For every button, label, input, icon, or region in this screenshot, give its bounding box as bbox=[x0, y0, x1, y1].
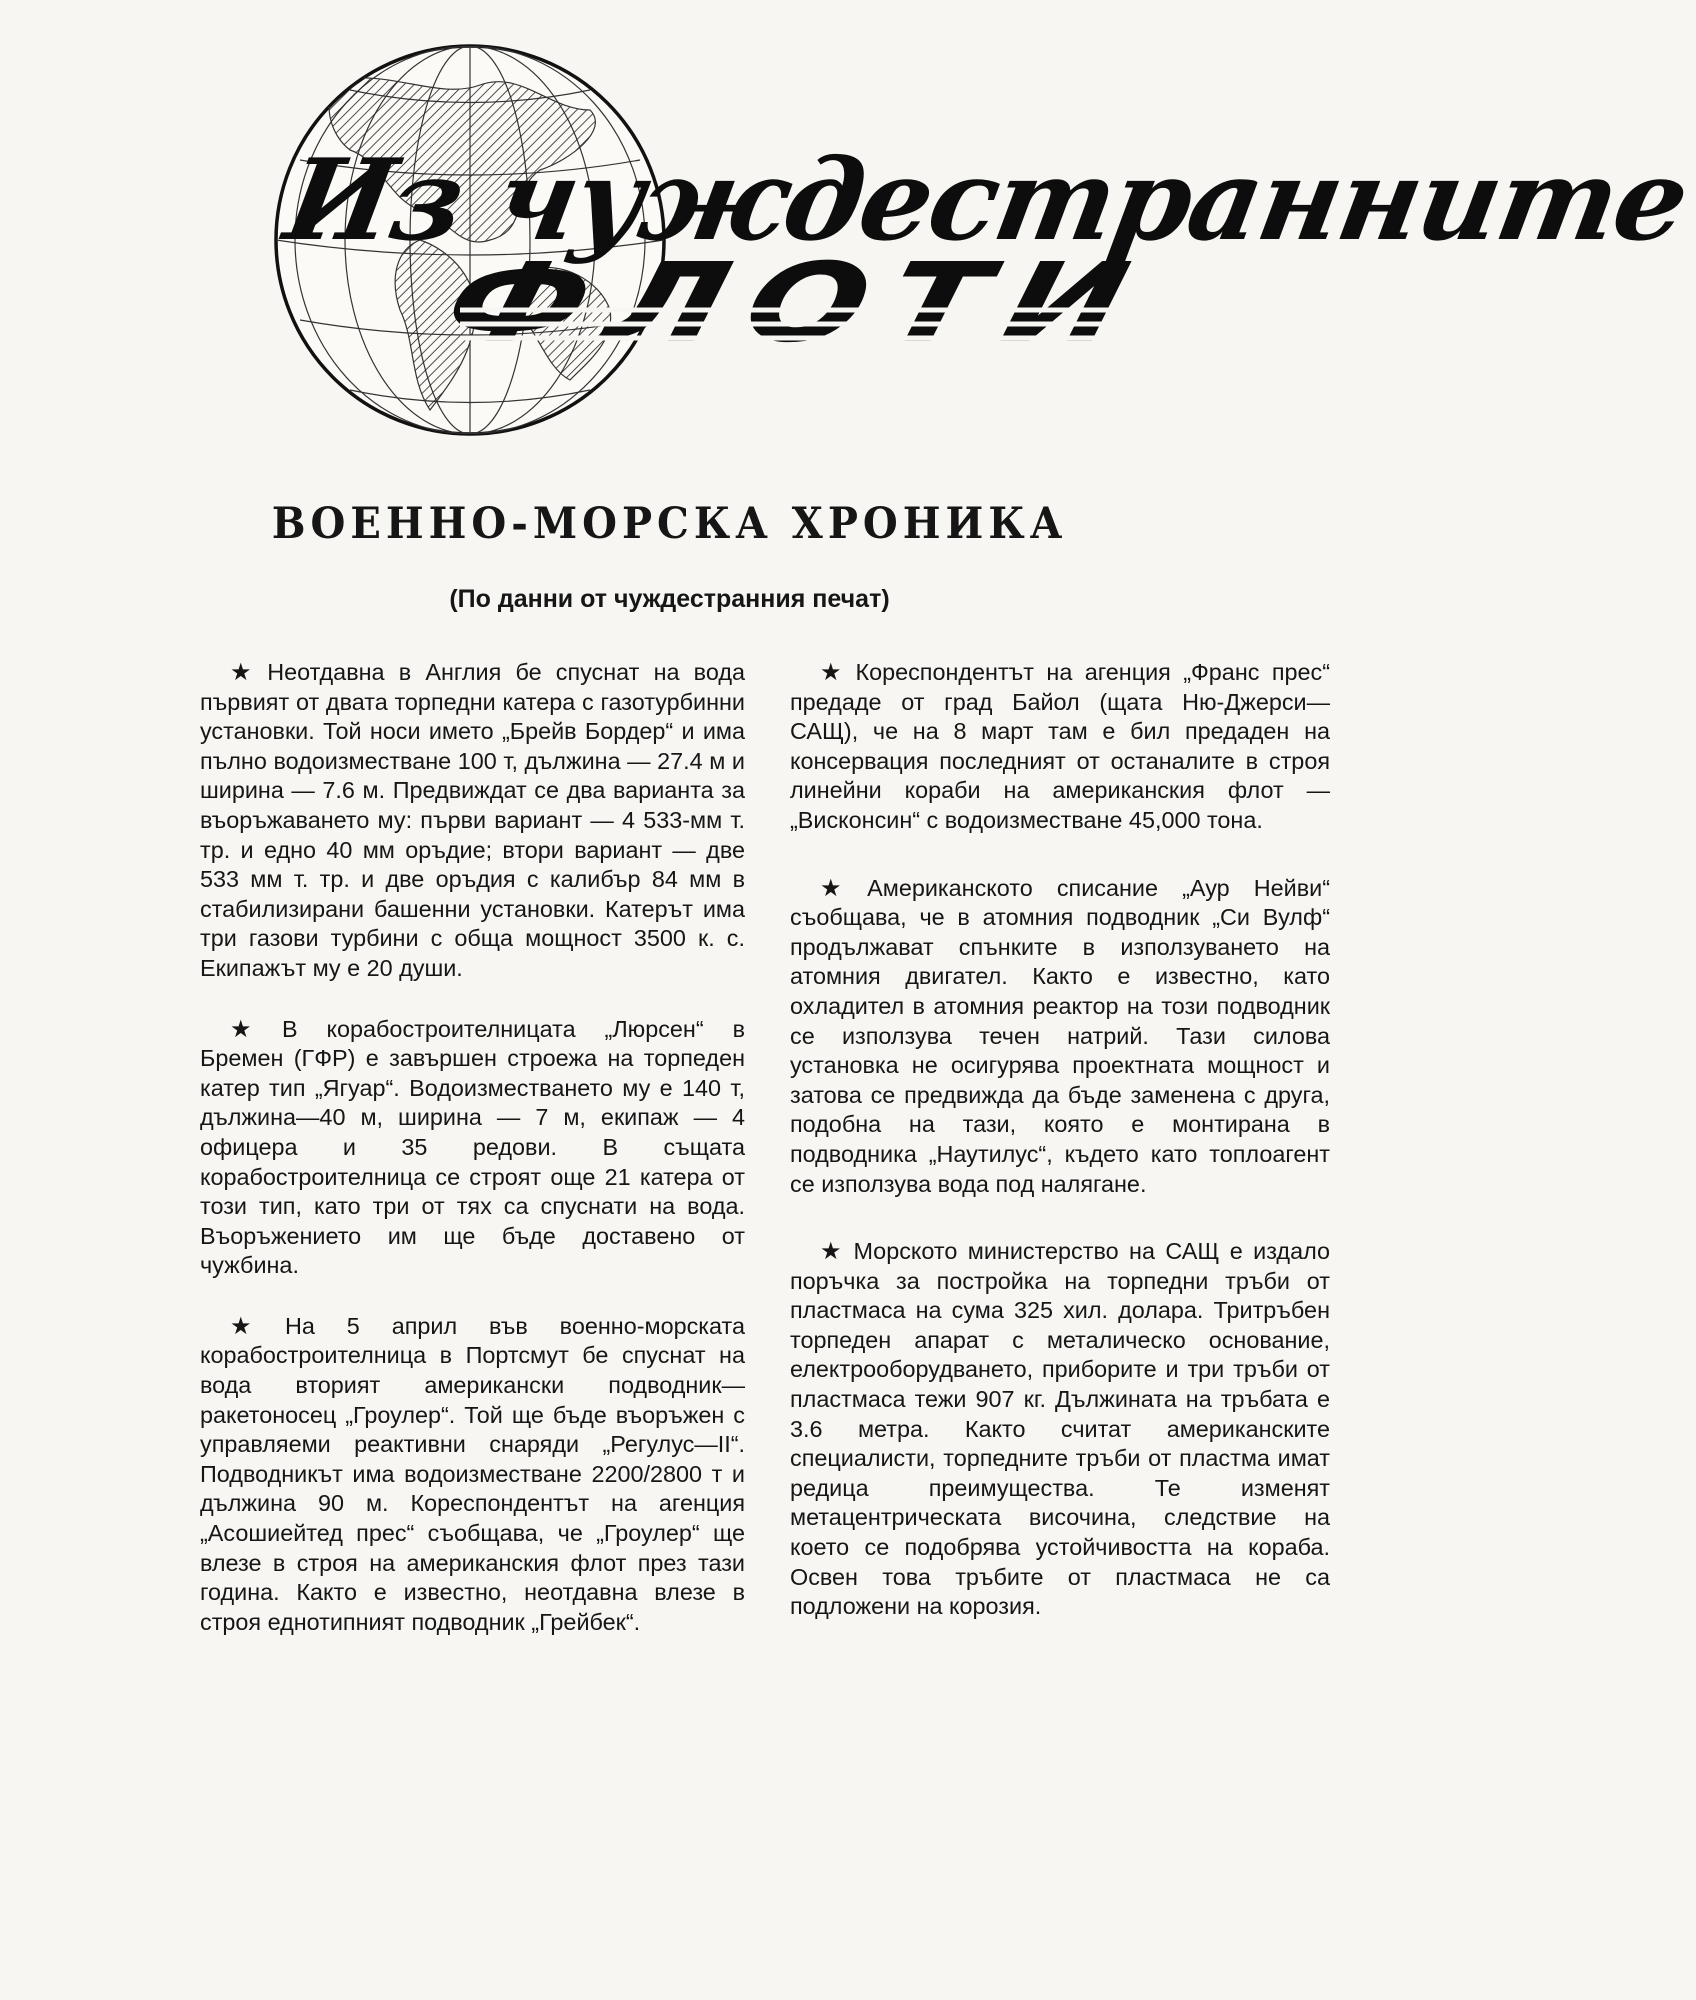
masthead bbox=[270, 40, 1696, 440]
article bbox=[200, 1015, 745, 1281]
section-subheading: (По данни от чуждестранния печат) bbox=[449, 585, 890, 613]
masthead-title-line1: Из чуждестранните bbox=[276, 135, 1696, 266]
section-heading: ВОЕННО-МОРСКА ХРОНИКА bbox=[271, 498, 1068, 549]
star-icon: ★ bbox=[820, 659, 848, 686]
star-icon: ★ bbox=[230, 1015, 274, 1043]
star-icon: ★ bbox=[230, 659, 260, 686]
article bbox=[790, 658, 1330, 836]
star-icon: ★ bbox=[230, 1312, 277, 1340]
article-text: Американското списание „Аур Нейви“ съобщава, че в атомния подводник „Си Вулф“ продължават спънките в използуването на атомния двигател. Както е известно, като охладител в атомния реактор на този подводник се използува течен натрий. Тази силова установка не осигурява проектната мощност и затова се предвижда да бъде заменена с друга, подобна на тази, която е монтирана в подводника „Наутилус“, където като топлоагент се използува вода под налягане. bbox=[790, 874, 1331, 1197]
article-text: Кореспондентът на агенция „Франс прес“ предаде от град Байол (щата Ню-Джерси—САЩ), че на 8 март там е бил предаден на консервация последният от останалите в строя линейни кораби на американския флот — „Висконсин“ с водоизместване 45,000 тона. bbox=[790, 659, 1331, 833]
masthead-title-line2: ФЛОТИ bbox=[433, 240, 1162, 368]
star-icon: ★ bbox=[820, 874, 860, 902]
article-text: Неотдавна в Англия бе спуснат на вода първият от двата торпедни катера с газотурбинни установки. Той носи името „Брейв Бордер“ и има пълно водоизместване 100 т, дължина — 27.4 м и ширина — 7.6 м. Предвиждат се два варианта за въоръжаването му: първи вариант — 4 533-мм т. тр. и едно 40 мм оръдие; втори вариант — две 533 мм т. тр. и две оръдия с калибър 84 мм в стабилизирани башенни установки. Катерът има три газови турбини с обща мощност 3500 к. с. Екипажът му е 20 души. bbox=[200, 659, 745, 981]
left-column bbox=[200, 658, 745, 1668]
article bbox=[200, 658, 745, 984]
article-text: Морското министерство на САЩ е издало поръчка за постройка на торпедни тръби от пластмаса на сума 325 хил. долара. Тритръбен торпеден апарат с металическо основание, електрооборудването, приборите и три тръби от пластмаса тежи 907 кг. Дължината на тръбата е 3.6 метра. Както считат американските специалисти, торпедните тръби от пластма имат редица преимущества. Те изменят метацентрическата височина, следствие на което се подобрява устойчивостта на кораба. Освен това тръбите от пластмаса не са подложени на корозия. bbox=[790, 1238, 1330, 1620]
title-stripes-decoration bbox=[460, 290, 1260, 360]
article bbox=[200, 1312, 745, 1638]
article bbox=[790, 1237, 1330, 1622]
article bbox=[790, 874, 1330, 1200]
star-icon: ★ bbox=[820, 1238, 846, 1266]
article-text: В корабостроителницата „Люрсен“ в Бремен (ГФР) е завършен строежа на торпеден катер тип „Ягуар“. Водоизместването му е 140 т, дължина—40 м, ширина — 7 м, екипаж — 4 офицера и 35 редови. В същата корабостроителница се строят още 21 катера от този тип, като три от тях са спуснати на вода. Въоръжението им ще бъде доставено от чужбина. bbox=[200, 1015, 746, 1279]
right-column bbox=[790, 658, 1330, 1660]
article-text: На 5 април във военно-морската корабостроителница в Портсмут бе спуснат на вода вторият американски подводник—ракетоносец „Гроулер“. Той ще бъде въоръжен с управляеми реактивни снаряди „Регулус—II“. Подводникът има водоизместване 2200/2800 т и дължина 90 м. Кореспондентът на агенция „Асошиейтед прес“ съобщава, че „Гроулер“ ще влезе в строя на американския флот през тази година. Както е известно, неотдавна влезе в строя еднотипният подводник „Грейбек“. bbox=[200, 1312, 745, 1635]
